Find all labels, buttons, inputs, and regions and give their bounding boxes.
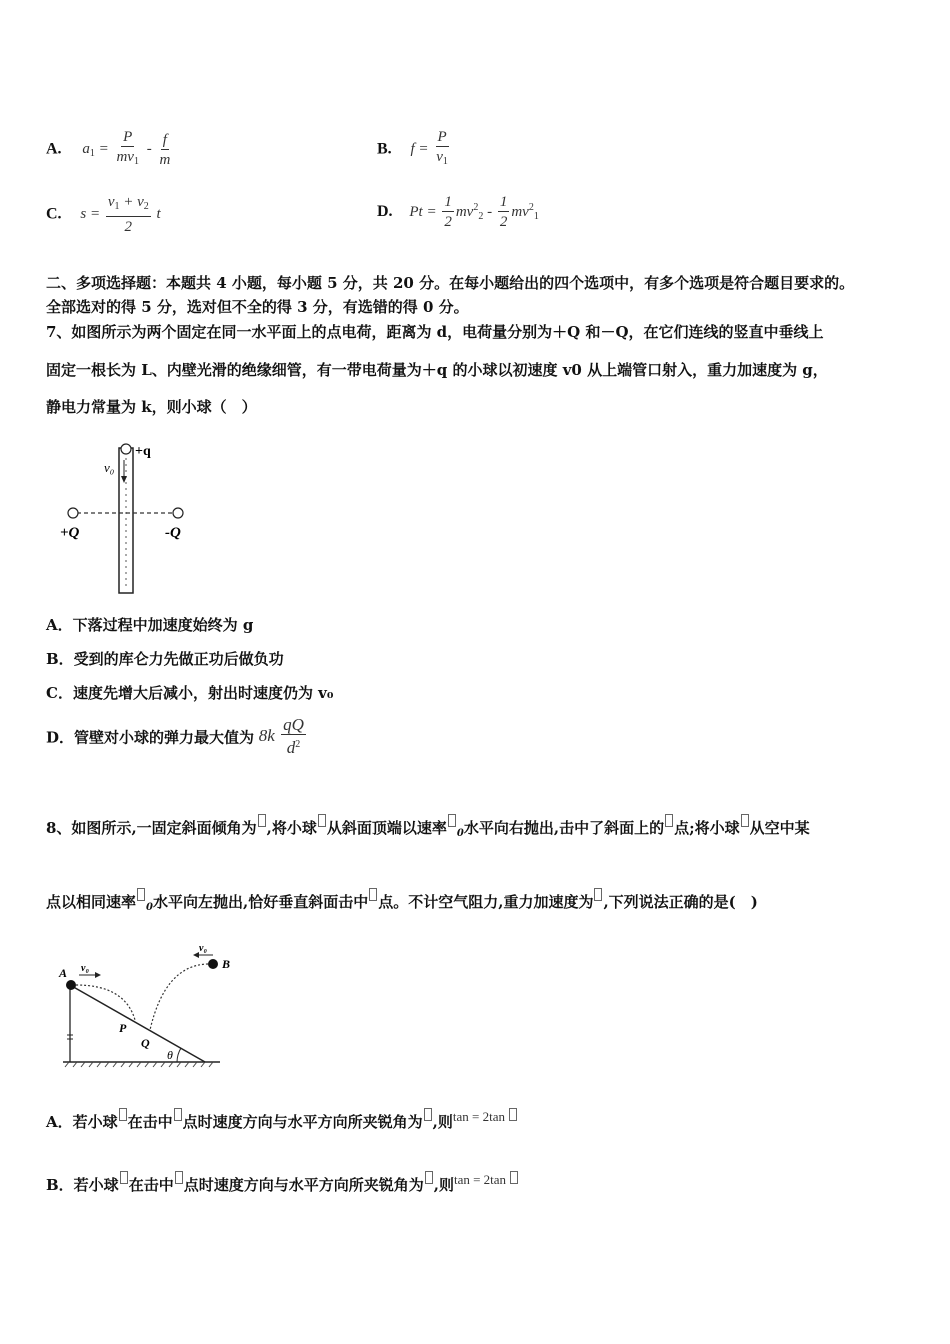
q7-figure	[55, 438, 195, 598]
missing-glyph	[175, 1171, 183, 1184]
label-plus-big-q: +Q	[60, 525, 80, 541]
q8-stem-line1: 8、如图所示,一固定斜面倾角为 ,将小球 从斜面顶端以速率 $_0$水平向右抛出,击中了斜面上的 点;将小球 从空中某	[46, 814, 810, 839]
q7-stem-line3: 静电力常量为 k，则小球（ ）	[46, 398, 257, 416]
q6-option-d	[377, 193, 539, 232]
angle-arc	[177, 1048, 181, 1062]
arrowhead-a	[95, 972, 101, 978]
formula-b: f = $\frac{P}{v_1}$	[410, 129, 448, 167]
incline	[70, 985, 205, 1062]
trajectory-b	[150, 964, 208, 1030]
formula: tan = 2tan	[452, 1109, 509, 1124]
option-label: B.	[377, 140, 392, 158]
label-a: A	[59, 966, 68, 980]
q6-option-b	[377, 128, 452, 172]
q7-option-d-text: D．管壁对小球的弹力最大值为	[46, 728, 255, 747]
section2-line1: 二、多项选择题：本题共 4 小题，每小题 5 分，共 20 分。在每小题给出的四个选项中，有多个选项是符合题目要求的。	[46, 274, 855, 292]
missing-glyph	[137, 888, 145, 901]
missing-glyph	[509, 1108, 517, 1121]
option-label: A.	[46, 140, 62, 158]
missing-glyph	[258, 814, 266, 827]
missing-glyph	[665, 814, 673, 827]
q6-option-c	[46, 193, 161, 237]
q8-option-b: B．若小球 在击中 点时速度方向与水平方向所夹锐角为 ,则tan = 2tan	[46, 1171, 519, 1195]
q7-stem-line1: 7、如图所示为两个固定在同一水平面上的点电荷，距离为 d，电荷量分别为＋Q 和－Q，在它们连线的竖直中垂线上	[46, 323, 824, 341]
missing-glyph	[510, 1171, 518, 1184]
section2-line2: 全部选对的得 5 分，选对但不全的得 3 分，有选错的得 0 分。	[46, 298, 469, 316]
missing-glyph	[741, 814, 749, 827]
q7-stem-line2: 固定一根长为 L、内壁光滑的绝缘细管，有一带电荷量为＋q 的小球以初速度 v0 从上端管口射入，重力加速度为 g，	[46, 361, 828, 379]
label-minus-big-q: -Q	[165, 525, 181, 541]
formula-d: Pt = $\frac{1}{2}$ $mv^2_2$ - $\frac{1}{2}$ $mv^2_1$	[409, 194, 539, 230]
label-v0-a: v₀	[81, 963, 89, 974]
missing-glyph	[120, 1171, 128, 1184]
label-v0-b: v₀	[199, 943, 207, 954]
ball-b	[208, 959, 218, 969]
q7-option-d-formula: 8k $\frac{qQ}{d^2}$	[258, 715, 304, 757]
label-theta: θ	[167, 1048, 173, 1062]
q8-option-a: A．若小球 在击中 点时速度方向与水平方向所夹锐角为 ,则tan = 2tan	[46, 1108, 518, 1132]
label-p: P	[119, 1021, 127, 1035]
q7-option-a: A．下落过程中加速度始终为 g	[46, 616, 254, 634]
formula-a: $a_1$ = $\frac{P}{mv_1}$ - $\frac{f}{m}$	[82, 129, 171, 168]
q7-option-b: B．受到的库仑力先做正功后做负功	[46, 650, 284, 668]
missing-glyph	[594, 888, 602, 901]
label-b: B	[222, 957, 231, 971]
option-label: C.	[46, 205, 62, 223]
missing-glyph	[318, 814, 326, 827]
velocity-arrowhead	[121, 476, 127, 483]
charge-minus-q	[173, 508, 183, 518]
missing-glyph	[119, 1108, 127, 1121]
missing-glyph	[424, 1108, 432, 1121]
missing-glyph	[448, 814, 456, 827]
q7-option-d	[46, 716, 308, 758]
q8-figure	[55, 935, 255, 1075]
trajectory-a	[76, 985, 135, 1020]
q8-stem-line2: 点以相同速率 $_0$水平向左抛出,恰好垂直斜面击中 点。不计空气阻力,重力加速度为 ,下列说法正确的是( )	[46, 888, 758, 913]
missing-glyph	[174, 1108, 182, 1121]
label-q: Q	[141, 1036, 150, 1050]
missing-glyph	[425, 1171, 433, 1184]
label-plus-q-small: +q	[135, 444, 151, 459]
tube	[119, 448, 133, 593]
charge-plus-q	[68, 508, 78, 518]
q7-option-c: C．速度先增大后减小，射出时速度仍为 v₀	[46, 684, 334, 702]
ball-a	[66, 980, 76, 990]
label-v0: v₀	[104, 460, 115, 475]
formula-c: s = $\frac{v_1 + v_2}{2}$ t	[80, 194, 161, 235]
option-label: D.	[377, 202, 393, 220]
small-ball	[121, 444, 131, 454]
missing-glyph	[369, 888, 377, 901]
formula: tan = 2tan	[453, 1172, 510, 1187]
q6-option-a	[46, 128, 174, 172]
